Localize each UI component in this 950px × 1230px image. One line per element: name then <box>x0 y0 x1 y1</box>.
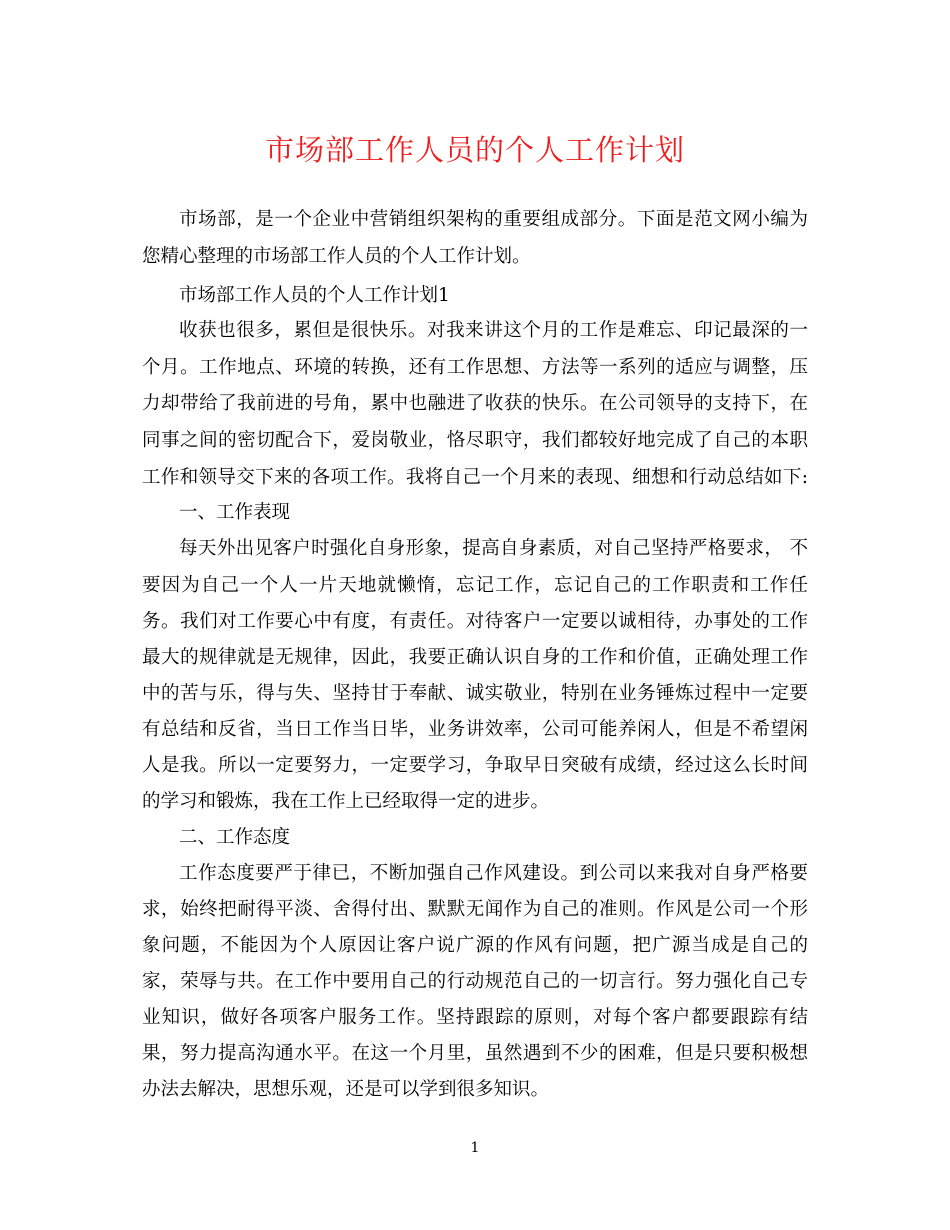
text-line: 务。我们对工作要心中有度，有责任。对待客户一定要以诚相待，办事处的工作 <box>142 611 808 632</box>
section-heading: 一、工作表现 <box>179 502 291 523</box>
text-line: 市场部，是一个企业中营销组织架构的重要组成部分。下面是范文网小编为 <box>179 209 808 230</box>
text-line: 收获也很多，累但是很快乐。对我来讲这个月的工作是难忘、印记最深的一 <box>179 320 808 341</box>
text-line: 最大的规律就是无规律，因此，我要正确认识自身的工作和价值，正确处理工作 <box>142 647 808 668</box>
text-line: 工作态度要严于律已，不断加强自己作风建设。到公司以来我对自身严格要 <box>179 863 808 884</box>
page-number: 1 <box>470 1140 480 1156</box>
text-line: 您精心整理的市场部工作人员的个人工作计划。 <box>142 246 531 267</box>
text-line: 同事之间的密切配合下，爱岗敬业，恪尽职守，我们都较好地完成了自己的本职 <box>142 430 808 451</box>
text-line: 工作和领导交下来的各项工作。我将自己一个月来的表现、细想和行动总结如下: <box>142 467 808 488</box>
text-line: 象问题，不能因为个人原因让客户说广源的作风有问题，把广源当成是自己的 <box>142 935 808 956</box>
text-line: 中的苦与乐，得与失、坚持甘于奉献、诚实敬业，特别在业务锤炼过程中一定要 <box>142 683 808 704</box>
text-line: 要因为自己一个人一片天地就懒惰，忘记工作，忘记自己的工作职责和工作任 <box>142 575 808 596</box>
text-line: 果，努力提高沟通水平。在这一个月里，虽然遇到不少的困难，但是只要积极想 <box>142 1043 808 1064</box>
text-line: 业知识，做好各项客户服务工作。坚持跟踪的原则，对每个客户都要跟踪有结 <box>142 1007 808 1028</box>
text-line: 每天外出见客户时强化自身形象，提高自身素质，对自己坚持严格要求， 不 <box>179 538 808 559</box>
text-line: 办法去解决，思想乐观，还是可以学到很多知识。 <box>142 1079 550 1100</box>
section-heading: 二、工作态度 <box>179 827 291 848</box>
section-subtitle: 市场部工作人员的个人工作计划1 <box>179 285 450 306</box>
text-line: 求，始终把耐得平淡、舍得付出、默默无闻作为自己的准则。作风是公司一个形 <box>142 899 808 920</box>
text-line: 个月。工作地点、环境的转换，还有工作思想、方法等一系列的适应与调整，压 <box>142 357 808 378</box>
text-line: 有总结和反省，当日工作当日毕，业务讲效率，公司可能养闲人，但是不希望闲 <box>142 719 808 740</box>
text-line: 力却带给了我前进的号角，累中也融进了收获的快乐。在公司领导的支持下，在 <box>142 393 808 414</box>
text-line: 家，荣辱与共。在工作中要用自己的行动规范自己的一切言行。努力强化自己专 <box>142 971 808 992</box>
text-line: 的学习和锻炼，我在工作上已经取得一定的进步。 <box>142 791 550 812</box>
document-title: 市场部工作人员的个人工作计划 <box>264 133 685 167</box>
text-line: 人是我。所以一定要努力，一定要学习，争取早日突破有成绩，经过这么长时间 <box>142 755 808 776</box>
